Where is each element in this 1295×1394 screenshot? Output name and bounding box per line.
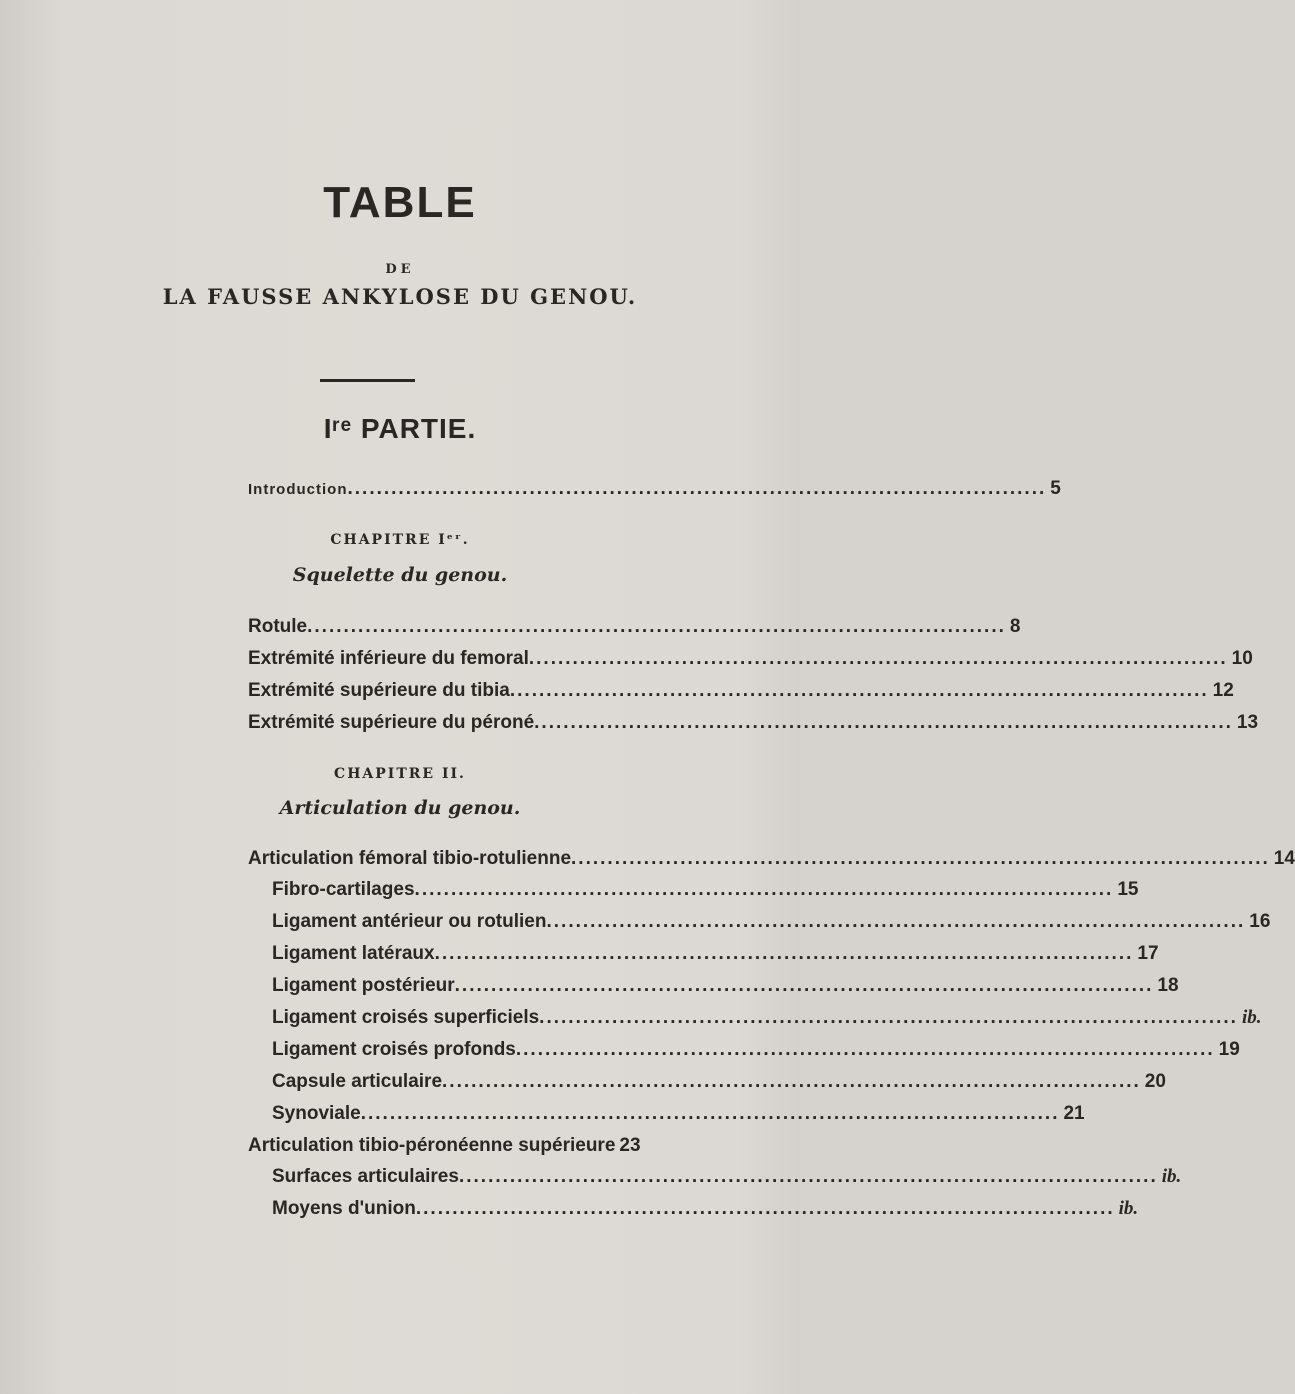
toc-entry-page: 13 <box>1236 712 1259 733</box>
dot-leader: ................................................................................................ <box>546 911 1246 932</box>
toc-entry-label: Moyens d'union <box>272 1198 416 1219</box>
chapter-2-subheading: Articulation du genou. <box>279 797 521 819</box>
page-title: TABLE <box>323 178 477 227</box>
toc-entry <box>248 648 1253 670</box>
toc-entry-page: 12 <box>1212 680 1234 701</box>
dot-leader: ................................................................................................ <box>454 975 1154 996</box>
chapter-1-subheading: Squelette du genou. <box>292 564 508 586</box>
dot-leader: ................................................................................................ <box>414 879 1114 900</box>
toc-entry-page: 8 <box>1009 616 1021 637</box>
chapter-1-heading: CHAPITRE Iᵉʳ. <box>330 532 470 548</box>
toc-entry-page: 5 <box>1050 478 1061 499</box>
toc-entry <box>272 1166 1182 1188</box>
toc-entry-page: 16 <box>1249 911 1271 932</box>
toc-entry <box>248 1135 641 1157</box>
dot-leader: ................................................................................................ <box>515 1039 1215 1060</box>
toc-entry <box>248 680 1234 702</box>
chapter-2-heading: CHAPITRE II. <box>334 766 466 782</box>
toc-entry-label: Synoviale <box>272 1103 361 1124</box>
dot-leader: ................................................................................................ <box>534 712 1233 733</box>
toc-entry-label: Ligament croisés superficiels <box>272 1007 540 1028</box>
toc-entry-page: 21 <box>1063 1103 1085 1124</box>
toc-entry-page: ib. <box>1161 1166 1182 1187</box>
toc-entry <box>272 879 1139 901</box>
toc-entry-introduction <box>248 478 1061 500</box>
divider-rule <box>320 379 415 382</box>
toc-entry-label: Ligament postérieur <box>272 975 455 996</box>
toc-entry <box>272 1007 1262 1029</box>
toc-entry <box>248 616 1021 638</box>
dot-leader: ................................................................................................ <box>360 1103 1060 1124</box>
toc-entry-page: 23 <box>619 1135 641 1156</box>
dot-leader: ................................................................................................ <box>571 848 1270 869</box>
toc-entry-label: Ligament latéraux <box>272 943 435 964</box>
toc-entry-label: Ligament croisés profonds <box>272 1039 516 1060</box>
toc-entry-page: 20 <box>1144 1071 1166 1092</box>
toc-entry <box>272 911 1271 933</box>
dot-leader: ................................................................................................ <box>415 1198 1115 1219</box>
toc-entry-label: Capsule articulaire <box>272 1071 443 1092</box>
toc-entry <box>272 1103 1085 1125</box>
toc-entry <box>272 1039 1240 1061</box>
toc-entry <box>272 1198 1139 1220</box>
toc-entry-label: Extrémité supérieure du péroné <box>248 712 535 733</box>
toc-entry-label: Fibro-cartilages <box>272 879 415 900</box>
toc-entry <box>272 1071 1166 1093</box>
toc-entry-page: ib. <box>1241 1007 1262 1028</box>
toc-entry-page: 18 <box>1157 975 1179 996</box>
toc-entry-page: 14 <box>1273 848 1295 869</box>
dot-leader: ................................................................................................ <box>509 680 1209 701</box>
toc-entry-label: Ligament antérieur ou rotulien <box>272 911 547 932</box>
dot-leader: ................................................................................................ <box>442 1071 1141 1092</box>
toc-entry-page: 17 <box>1137 943 1159 964</box>
title-connector: DE <box>385 262 415 277</box>
toc-entry <box>248 848 1295 870</box>
dot-leader: ................................................................................................ <box>539 1007 1238 1028</box>
toc-entry-page: 15 <box>1117 879 1139 900</box>
toc-entry-label: Introduction <box>248 481 348 498</box>
toc-entry-label: Rotule <box>248 616 308 637</box>
dot-leader: ................................................................................................ <box>347 478 1047 499</box>
dot-leader: ................................................................................................ <box>528 648 1228 669</box>
toc-entry-label: Articulation fémoral tibio-rotulienne <box>248 848 572 869</box>
toc-entry-page: 10 <box>1231 648 1253 669</box>
toc-entry-label: Extrémité supérieure du tibia <box>248 680 510 701</box>
toc-entry-label: Articulation tibio-péronéenne supérieure <box>248 1135 616 1156</box>
toc-entry <box>248 712 1259 734</box>
toc-entry <box>272 943 1159 965</box>
toc-entry-page: 19 <box>1218 1039 1240 1060</box>
toc-entry <box>272 975 1179 997</box>
toc-entry-page: ib. <box>1118 1198 1139 1219</box>
toc-entry-label: Extrémité inférieure du femoral <box>248 648 529 669</box>
book-subtitle: LA FAUSSE ANKYLOSE DU GENOU. <box>162 284 638 309</box>
dot-leader: ................................................................................................ <box>434 943 1134 964</box>
dot-leader: ................................................................................................ <box>458 1166 1158 1187</box>
dot-leader: ................................................................................................ <box>307 616 1006 637</box>
part-heading: Iʳᵉ PARTIE. <box>323 413 477 444</box>
toc-entry-label: Surfaces articulaires <box>272 1166 459 1187</box>
